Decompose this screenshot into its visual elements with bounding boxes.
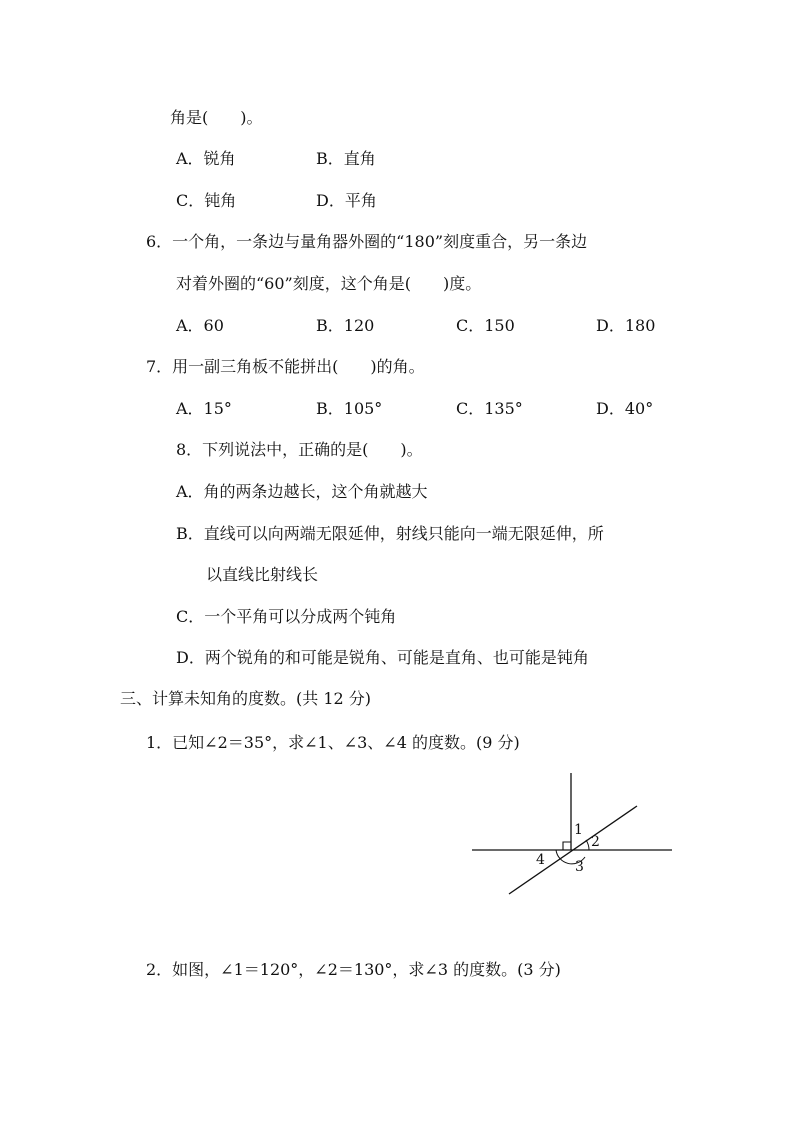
q7-text: 7．用一副三角板不能拼出( )的角。 — [146, 357, 425, 376]
q6-option-d: D．180 — [596, 316, 656, 335]
angle-figure — [468, 768, 678, 900]
q8-option-b-line2: 以直线比射线长 — [206, 565, 319, 584]
q8-text: 8．下列说法中，正确的是( )。 — [176, 440, 423, 459]
angle-arc-2 — [586, 840, 589, 850]
q7-option-d: D．40° — [596, 399, 654, 418]
angle-label-2: 2 — [591, 834, 600, 850]
q7-option-b: B．105° — [316, 399, 383, 418]
q7-option-a: A．15° — [176, 399, 232, 418]
angle-label-3: 3 — [575, 859, 584, 875]
q6-option-b: B．120 — [316, 316, 375, 335]
q5-option-b: B．直角 — [316, 149, 376, 168]
q5-option-a: A．锐角 — [176, 149, 236, 168]
q8-option-c: C．一个平角可以分成两个钝角 — [176, 607, 397, 626]
section3-title: 三、计算未知角的度数。(共 12 分) — [120, 689, 372, 708]
q7-option-c: C．135° — [456, 399, 523, 418]
q8-option-a: A．角的两条边越长，这个角就越大 — [176, 482, 428, 501]
angle-label-4: 4 — [536, 852, 545, 868]
q5-tail-text: 角是( )。 — [170, 108, 263, 127]
q6-option-a: A．60 — [176, 316, 224, 335]
q6-option-c: C．150 — [456, 316, 515, 335]
q6-text-line1: 6．一个角，一条边与量角器外圈的“180”刻度重合，另一条边 — [146, 232, 588, 251]
problem1-text: 1．已知∠2＝35°，求∠1、∠3、∠4 的度数。(9 分) — [146, 733, 520, 752]
q5-option-c: C．钝角 — [176, 191, 237, 210]
problem2-text: 2．如图，∠1＝120°，∠2＝130°，求∠3 的度数。(3 分) — [146, 960, 561, 979]
q5-option-d: D．平角 — [316, 191, 377, 210]
q8-option-d: D．两个锐角的和可能是锐角、可能是直角、也可能是钝角 — [176, 648, 589, 667]
angle-label-1: 1 — [574, 822, 583, 838]
q8-option-b-line1: B．直线可以向两端无限延伸，射线只能向一端无限延伸，所 — [176, 524, 604, 543]
q6-text-line2: 对着外圈的“60”刻度，这个角是( )度。 — [176, 274, 482, 293]
right-angle-mark — [563, 842, 571, 850]
